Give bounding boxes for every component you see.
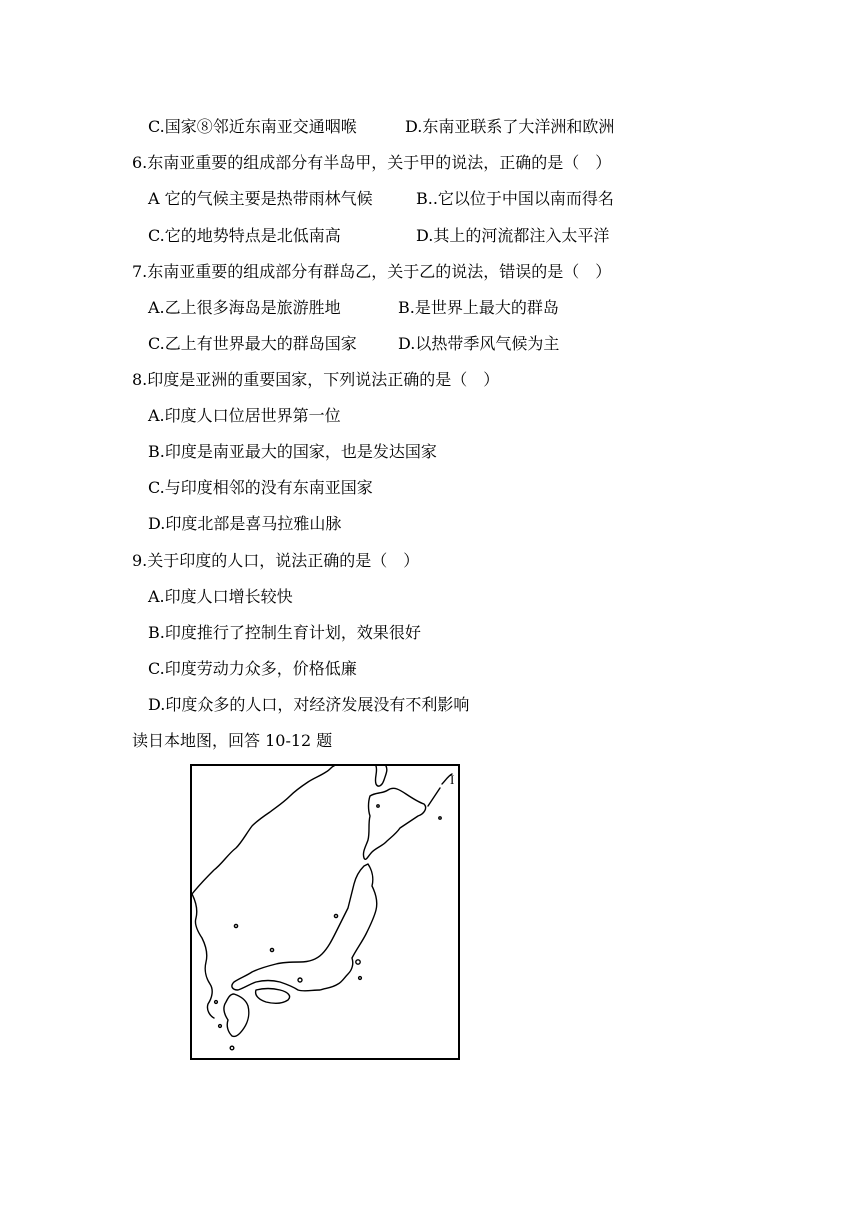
island-dot [234, 924, 237, 927]
q5-option-d: D.东南亚联系了大洋洲和欧洲 [405, 117, 615, 136]
q6-option-b: B..它以位于中国以南而得名 [416, 189, 614, 208]
q6-option-d: D.其上的河流都注入太平洋 [416, 226, 610, 245]
hokkaido [363, 788, 425, 859]
q8-option-c: C.与印度相邻的没有东南亚国家 [148, 478, 373, 497]
japan-outline-svg [192, 766, 458, 1058]
q8-option-d: D.印度北部是喜马拉雅山脉 [148, 514, 342, 533]
q6-option-a: A 它的气候主要是热带雨林气候 [148, 189, 373, 208]
q7-option-a: A.乙上很多海岛是旅游胜地 [148, 298, 341, 317]
island-dot [270, 948, 273, 951]
kuril-islands [428, 772, 455, 806]
island-dot [334, 914, 337, 917]
island-dot [215, 1001, 218, 1004]
island-dot [219, 1025, 222, 1028]
q7-option-d: D.以热带季风气候为主 [398, 334, 560, 353]
q7-option-c: C.乙上有世界最大的群岛国家 [148, 334, 357, 353]
shikoku [256, 989, 290, 1004]
honshu [232, 864, 377, 991]
question-7: 7.东南亚重要的组成部分有群岛乙，关于乙的说法，错误的是（ ） [132, 262, 612, 281]
q8-option-a: A.印度人口位居世界第一位 [148, 406, 341, 425]
island-dot [356, 960, 360, 964]
kyushu [224, 994, 249, 1037]
q9-option-c: C.印度劳动力众多，价格低廉 [148, 659, 357, 678]
island-dot [230, 1046, 234, 1050]
q7-option-b: B.是世界上最大的群岛 [398, 298, 559, 317]
korea-coast [192, 894, 214, 1018]
island-dot [377, 805, 379, 807]
question-6: 6.东南亚重要的组成部分有半岛甲，关于甲的说法，正确的是（ ） [132, 153, 612, 172]
q9-option-a: A.印度人口增长较快 [148, 587, 293, 606]
map-corner-label: I [450, 772, 455, 787]
island-dot [439, 817, 441, 819]
q5-option-c: C.国家⑧邻近东南亚交通咽喉 [148, 117, 357, 136]
map-instruction: 读日本地图，回答 10-12 题 [132, 731, 333, 750]
q8-option-b: B.印度是南亚最大的国家，也是发达国家 [148, 442, 437, 461]
japan-map [190, 764, 460, 1060]
mainland-coast [192, 766, 334, 894]
island-dot [359, 977, 362, 980]
island-dot [298, 978, 302, 982]
q6-option-c: C.它的地势特点是北低南高 [148, 226, 341, 245]
sakhalin [375, 766, 386, 786]
question-9: 9.关于印度的人口，说法正确的是（ ） [132, 551, 420, 570]
q9-option-b: B.印度推行了控制生育计划，效果很好 [148, 623, 421, 642]
q9-option-d: D.印度众多的人口，对经济发展没有不利影响 [148, 695, 470, 714]
question-8: 8.印度是亚洲的重要国家，下列说法正确的是（ ） [132, 370, 500, 389]
